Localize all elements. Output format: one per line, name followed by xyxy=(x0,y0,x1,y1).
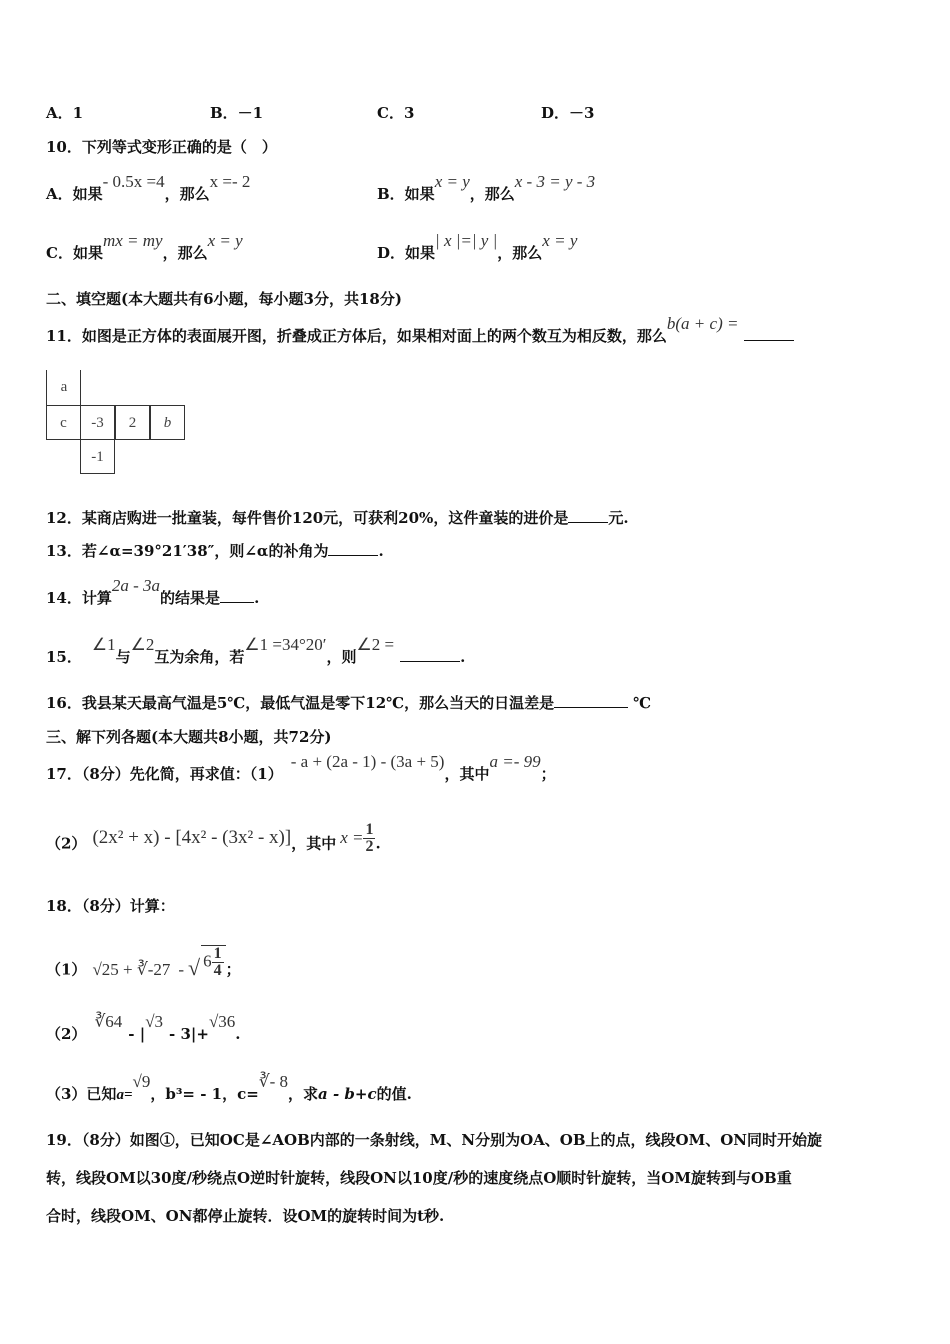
q17-expression2: (2x² + x) - [4x² - (3x² - x)] xyxy=(92,826,292,848)
q18-expression1a: √25 + ∛-27 xyxy=(92,959,171,979)
q14-tail: . xyxy=(254,589,260,607)
q17-fraction-denominator: 2 xyxy=(365,838,374,855)
q10-a-condition: - 0.5x =4 xyxy=(102,172,165,191)
net-cell-a: a xyxy=(46,370,81,405)
q18-mixed-whole: 6 xyxy=(203,951,212,971)
net-cell-c: c xyxy=(46,405,81,440)
q14-prefix: 14．计算 xyxy=(46,589,112,607)
q17-prefix: 17．（8分）先化简，再求值：（1） xyxy=(46,765,283,783)
q10-a-result: x =- 2 xyxy=(209,172,251,191)
q18-expression1b: - xyxy=(178,959,185,979)
q15-angle2: ∠2 xyxy=(130,635,155,654)
q18-mixed-number xyxy=(201,945,226,979)
net-cell-minus1: -1 xyxy=(80,439,115,474)
q13-answer-blank xyxy=(328,541,378,556)
q18-sqrt-sign: √ xyxy=(188,954,201,980)
q19-line1: 19．（8分）如图①，已知OC是∠AOB内部的一条射线，M、N分别为OA、OB上的点，线段OM、ON同时开始旋 xyxy=(46,1131,822,1149)
q9-option-b: B．－1 xyxy=(210,104,264,122)
q10-c-mid: ，那么 xyxy=(162,244,208,262)
q15-angle1: ∠1 xyxy=(91,635,116,654)
q9-option-c: C．3 xyxy=(377,104,415,122)
q18-c-value: ∛- 8 xyxy=(258,1072,289,1091)
q18-part1 xyxy=(46,945,241,987)
q17-fraction xyxy=(363,822,375,855)
q18-expression2a: ∛64 xyxy=(94,1012,123,1031)
q17-fraction-numerator: 1 xyxy=(365,821,374,838)
q17-part2 xyxy=(46,821,381,861)
net-cell-2: 2 xyxy=(115,405,150,440)
q17-expression1: - a + (2a - 1) - (3a + 5) xyxy=(290,752,445,771)
q18-expression2c: √3 xyxy=(145,1012,164,1031)
q11-text: 11．如图是正方体的表面展开图，折叠成正方体后，如果相对面上的两个数互为相反数，那么 xyxy=(46,327,667,345)
q10-option-d xyxy=(377,231,578,263)
q18-part1-label: （1） xyxy=(46,960,87,979)
q14 xyxy=(46,576,260,608)
q18-title: 18．（8分）计算： xyxy=(46,897,175,915)
q18-mixed-fraction xyxy=(212,946,224,979)
q10-option-c xyxy=(46,231,243,263)
q12-tail: 元. xyxy=(608,509,629,527)
q17-part2-label: （2） xyxy=(46,834,87,853)
q18-mixed-numerator: 1 xyxy=(213,945,222,962)
net-cell-b: b xyxy=(150,405,185,440)
q13 xyxy=(46,541,384,561)
net-divider xyxy=(80,370,81,405)
q12 xyxy=(46,508,629,528)
section-2-heading: 二、填空题(本大题共有6小题，每小题3分，共18分) xyxy=(46,290,402,308)
net-cell-minus3: -3 xyxy=(80,405,115,440)
q10-a-mid: ，那么 xyxy=(164,185,210,203)
q18-expression2d: - 3|+ xyxy=(169,1025,209,1043)
q10-b-result: x - 3 = y - 3 xyxy=(514,172,596,191)
q16-answer-blank xyxy=(554,693,628,708)
q15-condition: ∠1 =34°20′ xyxy=(244,635,327,654)
q10-c-result: x = y xyxy=(207,231,243,250)
q14-answer-blank xyxy=(220,588,254,603)
q18-a-value: √9 xyxy=(132,1072,151,1091)
q10-d-prefix: D．如果 xyxy=(377,244,436,262)
q13-tail: . xyxy=(378,542,384,560)
q13-text: 13．若∠α=39°21′38″，则∠α的补角为 xyxy=(46,542,329,560)
q17-condition1: a =- 99 xyxy=(489,752,541,771)
q15-tail: . xyxy=(460,648,466,666)
q18-expression2e: √36 xyxy=(208,1012,236,1031)
q15-answer-blank xyxy=(400,647,460,662)
q10-a-prefix: A．如果 xyxy=(46,185,103,203)
q12-answer-blank xyxy=(568,508,608,523)
q12-text: 12．某商店购进一批童装，每件售价120元，可获利20%，这件童装的进价是 xyxy=(46,509,569,527)
q18-b-c-equals: ，b³= - 1，c= xyxy=(150,1085,259,1103)
q18-part2-end: . xyxy=(235,1025,241,1043)
q16 xyxy=(46,693,651,713)
q10-c-prefix: C．如果 xyxy=(46,244,103,262)
q10-d-result: x = y xyxy=(542,231,578,250)
q17-where2: ，其中 xyxy=(291,834,337,853)
q10-option-a xyxy=(46,172,251,204)
q14-expression: 2a - 3a xyxy=(111,576,161,595)
q10-c-condition: mx = my xyxy=(102,231,163,250)
q10-b-prefix: B．如果 xyxy=(377,185,435,203)
q9-option-d: D．－3 xyxy=(541,104,595,122)
q10-option-b xyxy=(377,172,596,204)
q10-b-mid: ，那么 xyxy=(469,185,515,203)
q17-end: . xyxy=(375,834,381,853)
q16-tail: ℃ xyxy=(633,694,652,712)
q18-part2-label: （2） xyxy=(46,1025,87,1043)
q15-ask: ∠2 = xyxy=(356,635,395,654)
q18-expression2b: - | xyxy=(128,1025,146,1043)
q15-number: 15． xyxy=(46,648,82,666)
q17-condition2-lhs: x = xyxy=(340,827,364,847)
q10-b-condition: x = y xyxy=(434,172,470,191)
cube-net-figure xyxy=(46,370,191,476)
q17-semicolon: ； xyxy=(540,765,556,783)
q18-ask: ，求 xyxy=(288,1085,319,1103)
q15-then: ，则 xyxy=(326,648,357,666)
q18-part3 xyxy=(46,1072,412,1105)
q10-d-condition: | x |=| y | xyxy=(435,231,498,250)
q18-ask-expression: a - b+c xyxy=(318,1085,377,1103)
q17-where1: ，其中 xyxy=(444,765,490,783)
q11 xyxy=(46,314,794,346)
q18-mixed-denominator: 4 xyxy=(213,962,222,979)
q19-line3: 合时，线段OM、ON都停止旋转．设OM的旋转时间为t秒. xyxy=(46,1207,445,1225)
q15 xyxy=(46,635,466,667)
section-3-heading: 三、解下列各题(本大题共8小题，共72分) xyxy=(46,728,332,746)
q11-answer-blank xyxy=(744,326,794,341)
q18-part2 xyxy=(46,1012,241,1044)
q18-part1-end: ； xyxy=(225,960,241,979)
q19-line2: 转，线段OM以30度/秒绕点O逆时针旋转，线段ON以10度/秒的速度绕点O顺时针旋转，当OM旋转到与OB重 xyxy=(46,1169,792,1187)
q18-a-equals: a= xyxy=(116,1087,133,1103)
q11-expression: b(a + c) = xyxy=(666,314,739,333)
q15-mid: 互为余角，若 xyxy=(154,648,245,666)
q9-option-a: A．1 xyxy=(46,104,84,122)
q18-ask-tail: 的值. xyxy=(376,1085,412,1103)
q15-with: 与 xyxy=(115,648,131,666)
q18-part3-prefix: （3）已知 xyxy=(46,1085,117,1103)
q17-part1 xyxy=(46,752,556,784)
q16-text: 16．我县某天最高气温是5℃，最低气温是零下12℃，那么当天的日温差是 xyxy=(46,694,555,712)
q10-stem: 10．下列等式变形正确的是（ ） xyxy=(46,138,277,156)
q10-d-mid: ，那么 xyxy=(497,244,543,262)
q14-suffix: 的结果是 xyxy=(160,589,221,607)
